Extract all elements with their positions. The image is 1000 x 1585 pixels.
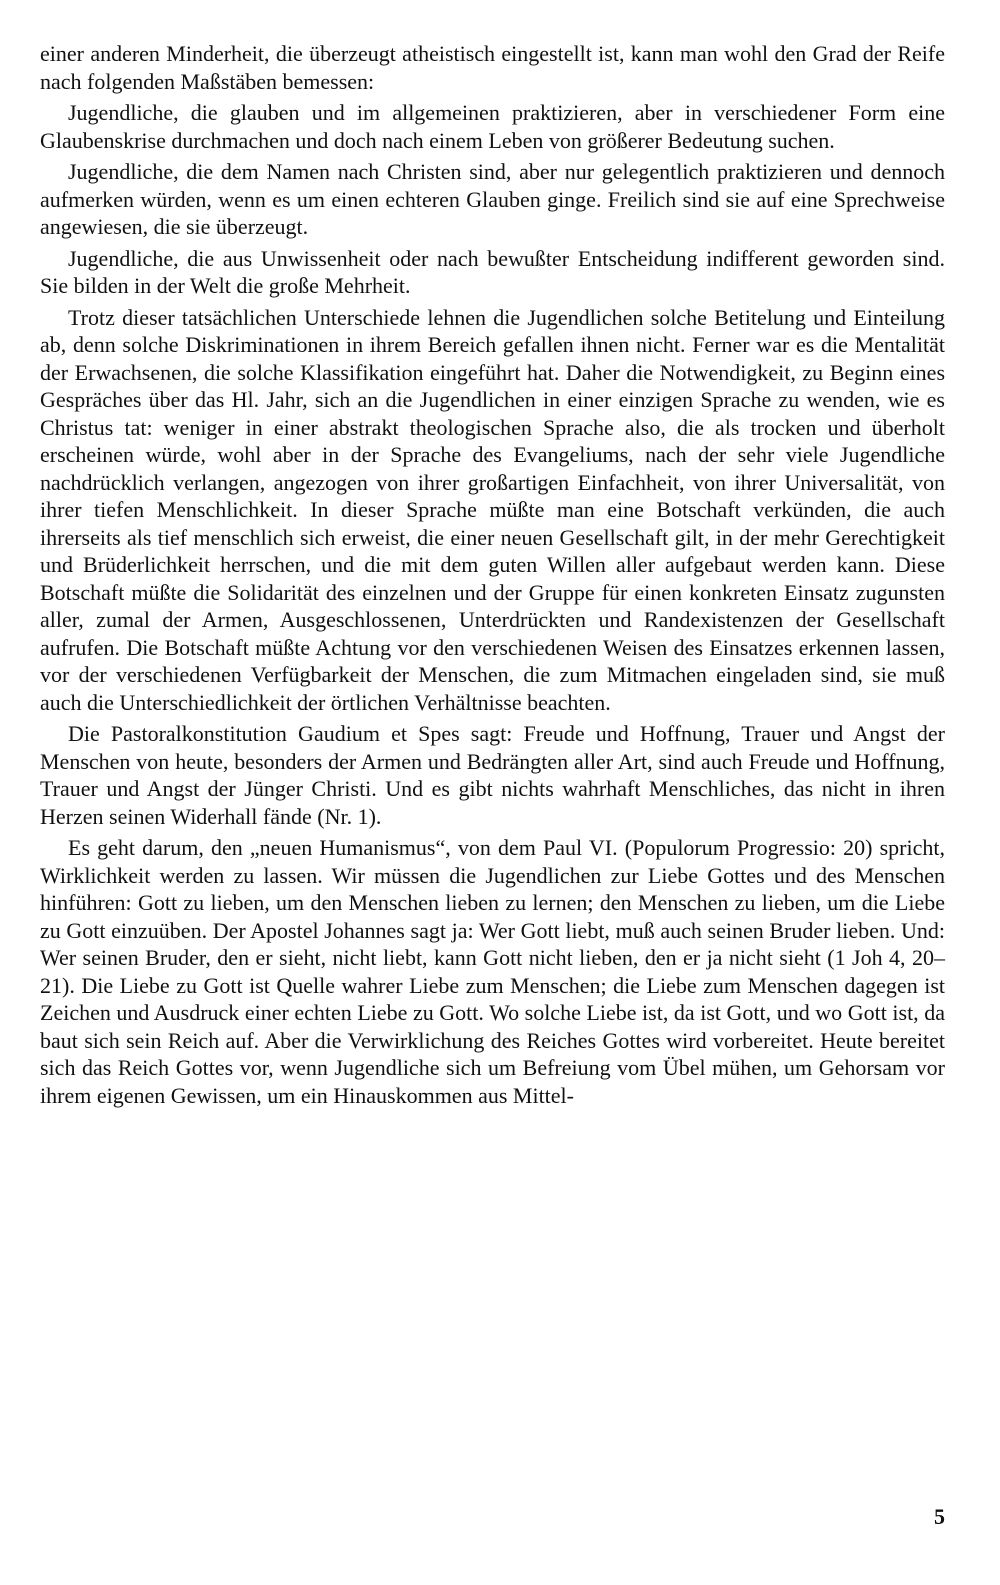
paragraph-indifferent: Jugendliche, die aus Unwissenheit oder nach bewußter Entscheidung indifferent geworden sind. Sie bilden in der Welt die große Mehrheit.	[40, 245, 945, 298]
paragraph-new-humanism: Es geht darum, den „neuen Humanismus“, von dem Paul VI. (Populorum Progressio: 20) spricht, Wirklichkeit werden zu lassen. Wir müssen die Jugendlichen zur Liebe Gottes und des Menschen hinführen: Gott zu lieben, um den Menschen lieben zu lernen; den Menschen zu lieben, um die Liebe zu Gott einzuüben. Der Apostel Johannes sagt ja: Wer Gott liebt, muß auch seinen Bruder lieben. Und: Wer seinen Bruder, den er sieht, nicht liebt, kann Gott nicht lieben, den er ja nicht sieht (1 Joh 4, 20–21). Die Liebe zu Gott ist Quelle wahrer Liebe zum Menschen; die Liebe zum Menschen dagegen ist Zeichen und Ausdruck einer echten Liebe zu Gott. Wo solche Liebe ist, da ist Gott, und wo Gott ist, da baut sich sein Reich auf. Aber die Verwirklichung des Reiches Gottes wird vorbereitet. Heute bereitet sich das Reich Gottes vor, wenn Jugendliche sich um Befreiung vom Übel mühen, um Gehorsam vor ihrem eigenen Gewissen, um ein Hinauskommen aus Mittel-	[40, 835, 945, 1108]
page-body	[40, 40, 945, 1540]
paragraph-gaudium-et-spes: Die Pastoralkonstitution Gaudium et Spes sagt: Freude und Hoffnung, Trauer und Angst der Menschen von heute, besonders der Armen und Bedrängten aller Art, sind auch Freude und Hoffnung, Trauer und Angst der Jünger Christi. Und es gibt nichts wahrhaft Menschliches, das nicht in ihren Herzen seinen Widerhall fände (Nr. 1).	[40, 721, 945, 829]
page-number: 5	[934, 1504, 945, 1529]
paragraph-language: Trotz dieser tatsächlichen Unterschiede lehnen die Jugendlichen solche Betitelung und Einteilung ab, denn solche Diskriminationen in ihrem Bereich gefallen ihnen nicht. Ferner war es die Mentalität der Erwachsenen, die solche Klassifikation eingeführt hat. Daher die Notwendigkeit, zu Beginn eines Gespräches über das Hl. Jahr, sich an die Jugendlichen in einer einzigen Sprache zu wenden, wie es Christus tat: weniger in einer abstrakt theologischen Sprache also, die als trocken und überholt erscheinen würde, wohl aber in der Sprache des Evangeliums, nach der sehr viele Jugendliche nachdrücklich verlangen, angezogen von ihrer großartigen Einfachheit, von ihrer Universalität, von ihrer tiefen Menschlichkeit. In dieser Sprache müßte man eine Botschaft verkünden, die auch ihrerseits als tief menschlich sich erweist, die einer neuen Gesellschaft gilt, in der mehr Gerechtigkeit und Brüderlichkeit herrschen, und die mit dem guten Willen aller aufgebaut werden kann. Diese Botschaft müßte die Solidarität des einzelnen und der Gruppe für einen konkreten Einsatz zugunsten aller, zumal der Armen, Ausgeschlossenen, Unterdrückten und Randexistenzen der Gesellschaft aufrufen. Die Botschaft müßte Achtung vor den verschiedenen Weisen des Einsatzes erkennen lassen, vor der verschiedenen Verfügbarkeit der Menschen, die zum Mitmachen eingeladen sind, sie muß auch die Unterschiedlichkeit der örtlichen Verhältnisse beachten.	[40, 304, 945, 715]
paragraph-believers: Jugendliche, die glauben und im allgemeinen praktizieren, aber in verschiedener Form eine Glaubenskrise durchmachen und doch nach einem Leben von größerer Bedeutung suchen.	[40, 100, 945, 153]
paragraph-continuation: einer anderen Minderheit, die überzeugt atheistisch eingestellt ist, kann man wohl den Grad der Reife nach folgenden Maßstäben bemessen:	[40, 41, 945, 94]
paragraph-nominal-christians: Jugendliche, die dem Namen nach Christen sind, aber nur gelegentlich praktizieren und dennoch aufmerken würden, wenn es um einen echteren Glauben ginge. Freilich sind sie auf eine Sprechweise angewiesen, die sie überzeugt.	[40, 159, 945, 239]
